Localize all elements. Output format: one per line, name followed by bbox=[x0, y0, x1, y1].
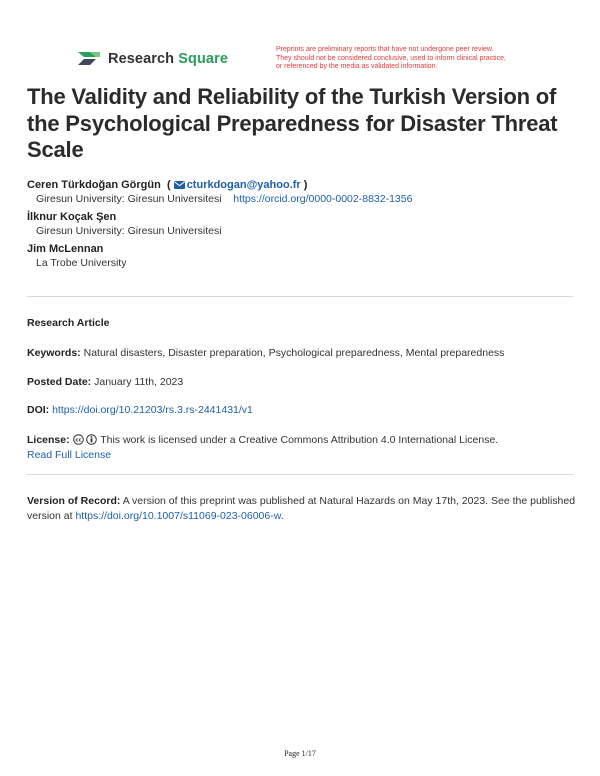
svg-text:cc: cc bbox=[74, 437, 82, 444]
version-of-record-link[interactable]: https://doi.org/10.1007/s11069-023-06006-w bbox=[75, 510, 281, 522]
divider bbox=[27, 474, 573, 475]
author-list bbox=[27, 178, 577, 274]
author-name: İlknur Koçak Şen bbox=[27, 211, 117, 223]
disclaimer-line: They should not be considered conclusive, used to inform clinical practice, bbox=[276, 54, 506, 62]
disclaimer-line: or referenced by the media as validated information. bbox=[276, 63, 438, 71]
author-email-link[interactable]: cturkdogan@yahoo.fr bbox=[186, 179, 301, 191]
brand-name: Research Square bbox=[108, 51, 228, 67]
posted-date: Posted Date: January 11th, 2023 bbox=[27, 376, 184, 388]
envelope-icon bbox=[174, 181, 185, 189]
author-name: Ceren Türkdoğan Görgün ( cturkdogan@yahoo.fr ) bbox=[27, 179, 308, 191]
author-affiliation: La Trobe University bbox=[36, 257, 127, 269]
creative-commons-icon bbox=[73, 434, 84, 445]
divider bbox=[27, 296, 573, 297]
license: License: cc This work is licensed under a Creative Commons Attribution 4.0 International License. Read Full License bbox=[27, 434, 499, 461]
research-square-logo-icon bbox=[76, 48, 102, 70]
research-square-logo[interactable] bbox=[76, 48, 228, 70]
article-type: Research Article bbox=[27, 317, 110, 329]
doi: DOI: https://doi.org/10.21203/rs.3.rs-2441431/v1 bbox=[27, 404, 253, 416]
orcid-link[interactable]: https://orcid.org/0000-0002-8832-1356 bbox=[233, 193, 413, 205]
attribution-icon bbox=[86, 434, 97, 445]
author-affiliation: Giresun University: Giresun Universitesi https://orcid.org/0000-0002-8832-1356 bbox=[36, 193, 413, 205]
keywords: Keywords: Natural disasters, Disaster preparation, Psychological preparedness, Mental preparedness bbox=[27, 347, 505, 359]
preprint-disclaimer bbox=[276, 46, 566, 72]
version-of-record: Version of Record: A version of this preprint was published at Natural Hazards on May 17th, 2023. See the published version at https://doi.org/10.1007/s11069-023-06006-w. bbox=[27, 495, 576, 522]
paper-title: The Validity and Reliability of the Turkish Version of the Psychological Preparedness for Disaster Threat Scale bbox=[27, 84, 558, 162]
author-name: Jim McLennan bbox=[27, 243, 104, 255]
disclaimer-line: Preprints are preliminary reports that have not undergone peer review. bbox=[276, 46, 494, 53]
doi-link[interactable]: https://doi.org/10.21203/rs.3.rs-2441431/v1 bbox=[52, 404, 253, 416]
author-affiliation: Giresun University: Giresun Universitesi bbox=[36, 225, 222, 237]
page-number: Page 1/17 bbox=[284, 749, 316, 758]
read-full-license-link[interactable]: Read Full License bbox=[27, 449, 112, 461]
